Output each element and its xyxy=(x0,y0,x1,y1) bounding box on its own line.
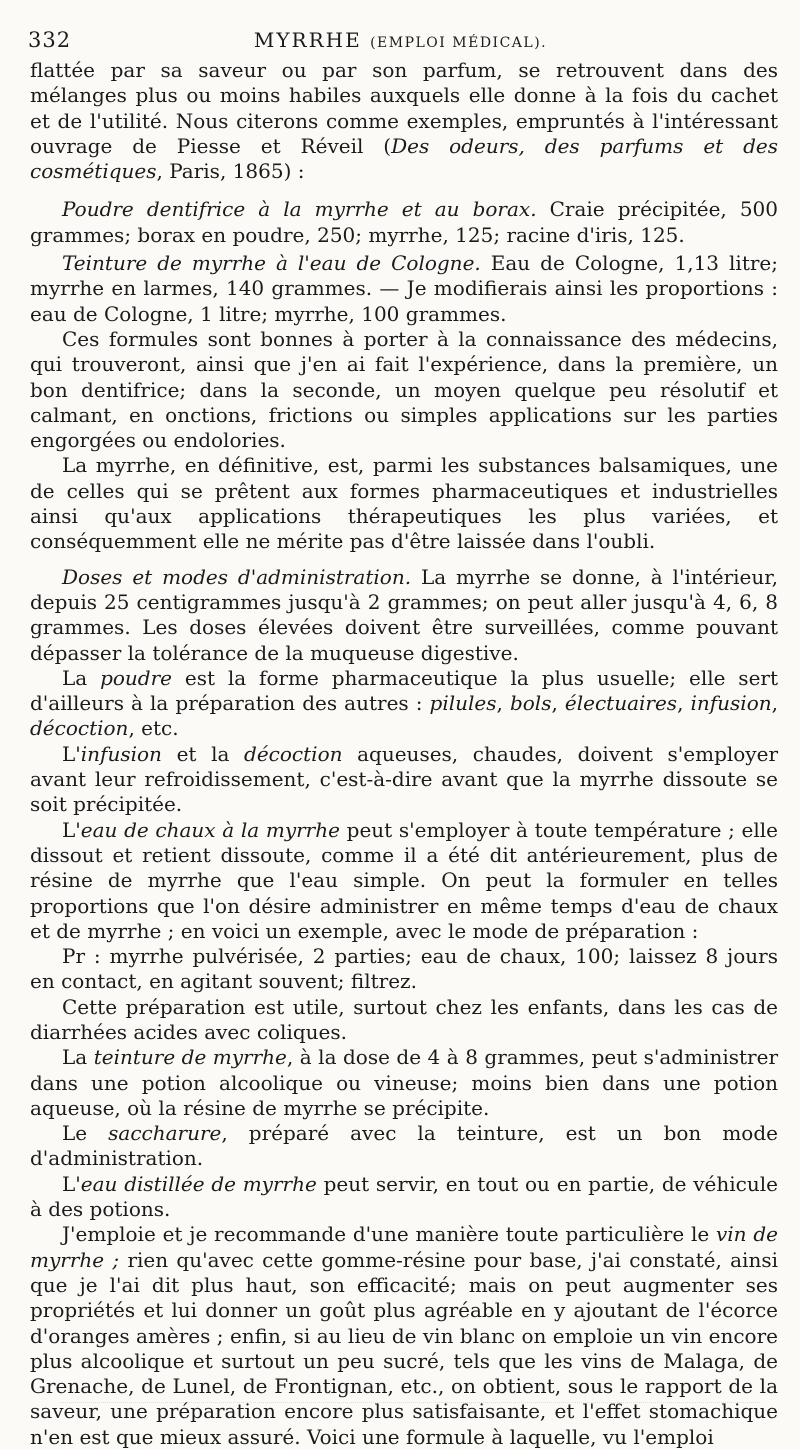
book-title-italic: Des odeurs, des parfums et des cosmétiques xyxy=(30,133,779,184)
text-run: , xyxy=(551,691,565,716)
text-run: L' xyxy=(62,1171,81,1196)
text-run: , à la dose de 4 à 8 grammes, peut s'administrer dans une potion alcoolique ou vineuse; moins bien dans une potion aqueuse, où la résine de myrrhe se précipite. xyxy=(30,1045,779,1120)
paragraph-vin-de-myrrhe xyxy=(30,1222,778,1450)
paragraph-infusion xyxy=(30,742,778,818)
section-heading: Doses et modes d'administration. xyxy=(62,564,412,589)
paragraph-eau-de-chaux xyxy=(30,818,778,944)
term-italic: eau distillée de myrrhe xyxy=(80,1171,317,1196)
term-italic: saccharure xyxy=(108,1121,222,1146)
paragraph-definitive: La myrrhe, en définitive, est, parmi les substances balsamiques, une de celles qui se prêtent aux formes pharmaceutiques et industrielles ainsi qu'aux applications thérapeutiques les plus variées, et conséquemment elle ne mérite pas d'être laissée dans l'oubli. xyxy=(30,453,778,554)
bleed-through-line xyxy=(60,1402,760,1413)
paragraph-poudre xyxy=(30,666,778,742)
paragraph-poudre-dentifrice xyxy=(30,197,778,248)
page-body xyxy=(30,58,778,1450)
term-italic: bols xyxy=(509,691,552,716)
text-run: , Paris, 1865) : xyxy=(156,159,305,184)
text-run: La myrrhe se donne, à l'intérieur, depuis 25 centigrammes jusqu'à 2 grammes; on peut aller jusqu'à 4, 6, 8 grammes. Les doses élevées doivent être surveillées, comme pouvant dépasser la tolérance de la muqueuse digestive. xyxy=(30,564,778,665)
recipe-heading: Teinture de myrrhe à l'eau de Cologne. xyxy=(62,251,481,276)
text-run: Craie précipitée, 500 grammes; borax en poudre, 250; myrrhe, 125; racine d'iris, 125. xyxy=(30,197,779,247)
text-run: Le xyxy=(62,1121,109,1146)
text-run: J'emploie et je recommande d'une manière toute particulière le xyxy=(62,1222,716,1247)
text-run: , etc. xyxy=(128,716,179,741)
term-italic: eau de chaux à la myrrhe xyxy=(80,817,340,842)
page-number: 332 xyxy=(28,28,72,52)
paragraph-teinture-cologne xyxy=(30,251,778,327)
page-header xyxy=(28,28,773,58)
term-italic: teinture de myrrhe xyxy=(93,1045,287,1070)
paragraph-doses xyxy=(30,565,778,666)
running-title-main: MYRRHE xyxy=(253,28,362,52)
text-run: , xyxy=(496,691,510,716)
term-italic: électuaires xyxy=(564,691,678,716)
running-title xyxy=(28,28,773,52)
recipe-heading: Poudre dentifrice à la myrrhe et au borax. xyxy=(62,197,537,222)
paragraph-eau-distillee xyxy=(30,1172,778,1223)
text-run: Eau de Cologne, 1,13 litre; myrrhe en larmes, 140 grammes. — Je modifierais ainsi les proportions : eau de Cologne, 1 litre; myrrhe, 100 grammes. xyxy=(30,251,779,326)
text-run: La xyxy=(62,1045,94,1070)
text-run: L' xyxy=(62,741,81,766)
term-italic: décoction xyxy=(244,741,343,766)
term-italic: vin de myrrhe ; xyxy=(30,1222,778,1272)
text-run: rien qu'avec cette gomme-résine pour base, j'ai constaté, ainsi que je l'ai dit plus haut, son efficacité; mais on peut augmenter ses propriétés et lui donner un goût plus agréable en y ajoutant de l'écorce d'oranges amères ; enfin, si au lieu de vin blanc on emploie un vin encore plus alcoolique et surtout un peu sucré, tels que les vins de Malaga, de Grenache, de Lunel, de Frontignan, etc., on obtient, sous le rapport de la saveur, une préparation encore plus satisfaisante, et l'effet stomachique n'en est que mieux assuré. Voici une formule à laquelle, vu l'emploi xyxy=(30,1247,778,1449)
term-italic: infusion xyxy=(690,691,772,716)
paragraph-formules: Ces formules sont bonnes à porter à la connaissance des médecins, qui trouveront, ainsi que j'en ai fait l'expérience, dans la première, un bon dentifrice; dans la seconde, un moyen quelque peu résolutif et calmant, en onctions, frictions ou simples applications sur les parties engorgées ou endolories. xyxy=(30,326,778,453)
term-italic: poudre xyxy=(100,665,173,690)
running-title-subtitle: (EMPLOI MÉDICAL). xyxy=(370,35,548,51)
text-run: , xyxy=(677,691,691,716)
text-run: aqueuses, chaudes, doivent s'employer avant leur refroidissement, c'est-à-dire avant que la myrrhe dissoute se soit précipitée. xyxy=(30,741,779,817)
term-italic: infusion xyxy=(80,741,162,766)
text-run: et la xyxy=(161,741,245,766)
paragraph-intro xyxy=(30,58,778,184)
text-run: , xyxy=(771,691,778,716)
term-italic: décoction xyxy=(30,716,129,741)
text-run: , préparé avec la teinture, est un bon mode d'administration. xyxy=(30,1121,778,1171)
text-run: peut servir, en tout ou en partie, de véhicule à des potions. xyxy=(30,1171,778,1222)
paragraph-preparation-utile: Cette préparation est utile, surtout chez les enfants, dans les cas de diarrhées acides avec coliques. xyxy=(30,994,778,1044)
paragraph-teinture xyxy=(30,1045,778,1121)
paragraph-saccharure xyxy=(30,1121,778,1172)
text-run: L' xyxy=(62,817,81,842)
text-run: peut s'employer à toute température ; elle dissout et retient dissoute, comme il a été dit antérieurement, plus de résine de myrrhe que l'eau simple. On peut la formuler en telles proportions que l'on désire administrer en même temps d'eau de chaux et de myrrhe ; en voici un exemple, avec le mode de préparation : xyxy=(30,817,779,943)
text-run: La xyxy=(62,665,101,690)
text-run: flattée par sa saveur ou par son parfum, se retrouvent dans des mélanges plus ou moins habiles auxquels elle donne à la fois du cachet et de l'utilité. Nous citerons comme exemples, empruntés à l'intéressant ouvrage de Piesse et Réveil ( xyxy=(30,58,778,158)
text-run: est la forme pharmaceutique la plus usuelle; elle sert d'ailleurs à la préparation des autres : xyxy=(30,665,779,716)
paragraph-prescription: Pr : myrrhe pulvérisée, 2 parties; eau de chaux, 100; laissez 8 jours en contact, en agitant souvent; filtrez. xyxy=(30,944,778,994)
term-italic: pilules xyxy=(429,691,497,716)
